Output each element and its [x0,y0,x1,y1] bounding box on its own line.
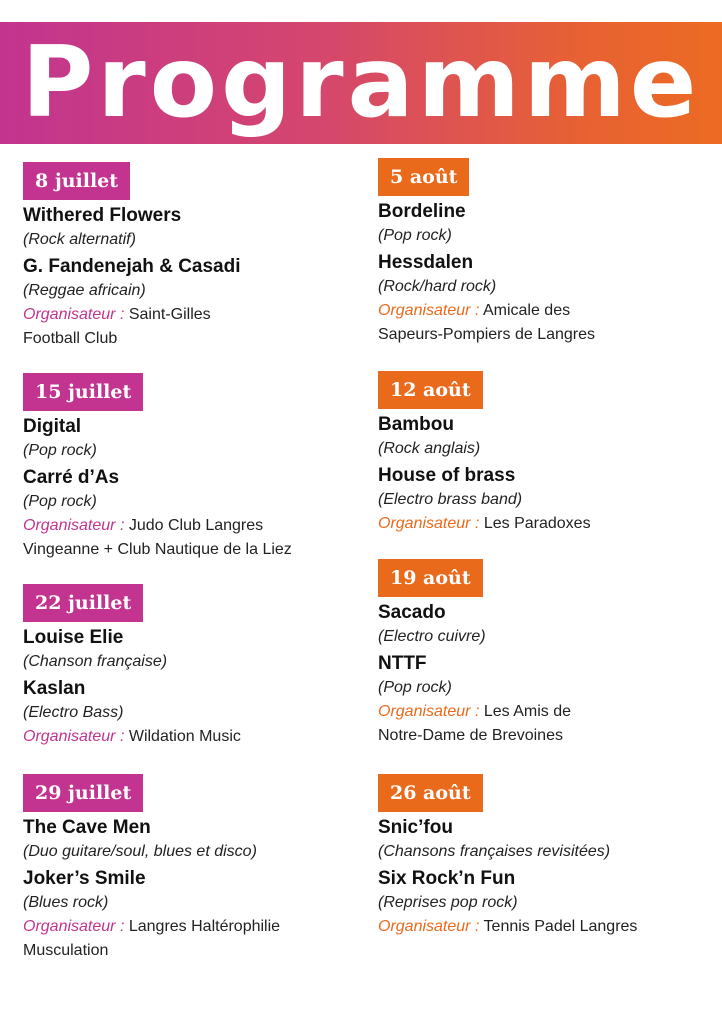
event-block [23,162,353,350]
organiser-name: Les Amis de [483,703,571,720]
act-name: The Cave Men [23,817,151,838]
event-block [378,774,708,938]
event-block [378,559,708,747]
organiser-name-cont: Notre-Dame de Brevoines [378,727,563,744]
date-badge: 12 août [378,371,483,409]
organiser [23,725,353,748]
organiser-name-cont: Football Club [23,330,118,347]
act-name: Bambou [378,414,454,435]
organiser-name: Saint-Gilles [128,306,211,323]
act-name: Six Rock’n Fun [378,868,516,889]
act-genre: (Pop rock) [378,227,452,244]
organiser-label: Organisateur : [23,517,125,534]
organiser-name: Les Paradoxes [483,515,591,532]
organiser [378,915,708,938]
act-genre: (Rock anglais) [378,440,481,457]
organiser-label: Organisateur : [23,728,125,745]
date-badge: 5 août [378,158,469,196]
organiser-label: Organisateur : [378,302,480,319]
act-name: House of brass [378,465,516,486]
act-name: Hessdalen [378,252,474,273]
organiser-name-cont: Musculation [23,942,109,959]
act-genre: (Chanson française) [23,653,168,670]
organiser-name: Wildation Music [128,728,241,745]
act-genre: (Rock alternatif) [23,231,136,248]
organiser [378,299,708,322]
act-genre: (Rock/hard rock) [378,278,497,295]
event-block [378,371,708,535]
organiser-label: Organisateur : [23,918,125,935]
organiser [23,303,353,326]
act-name: Snic’fou [378,817,453,838]
date-badge: 8 juillet [23,162,130,200]
act-genre: (Pop rock) [23,493,97,510]
organiser [378,700,708,723]
date-badge: 15 juillet [23,373,143,411]
event-block [378,158,708,346]
organiser-name-cont: Sapeurs-Pompiers de Langres [378,326,596,343]
act-genre: (Reprises pop rock) [378,894,518,911]
act-genre: (Pop rock) [378,679,452,696]
organiser-name: Langres Haltérophilie [128,918,281,935]
organiser [23,514,353,537]
act-name: Joker’s Smile [23,868,146,889]
event-block [23,774,353,962]
organiser-name: Amicale des [482,302,571,319]
act-name: Bordeline [378,201,466,222]
act-genre: (Duo guitare/soul, blues et disco) [23,843,257,860]
act-genre: (Pop rock) [23,442,97,459]
organiser-label: Organisateur : [23,306,125,323]
act-name: Digital [23,416,82,437]
act-genre: (Electro cuivre) [378,628,486,645]
date-badge: 26 août [378,774,483,812]
organiser-name: Tennis Padel Langres [483,918,638,935]
organiser [23,915,353,938]
act-genre: (Blues rock) [23,894,109,911]
organiser-label: Organisateur : [378,918,480,935]
event-block [23,584,353,748]
organiser-name-cont: Vingeanne + Club Nautique de la Liez [23,541,292,558]
act-name: Kaslan [23,678,86,699]
organiser-label: Organisateur : [378,703,480,720]
act-name: Louise Elie [23,627,124,648]
act-genre: (Electro brass band) [378,491,523,508]
act-name: Carré d’As [23,467,120,488]
act-name: Sacado [378,602,446,623]
page-title: Programme [21,26,701,140]
act-genre: (Chansons françaises revisitées) [378,843,611,860]
organiser-label: Organisateur : [378,515,480,532]
act-name: NTTF [378,653,427,674]
organiser [378,512,708,535]
organiser-name: Judo Club Langres [128,517,264,534]
act-name: G. Fandenejah & Casadi [23,256,241,277]
act-genre: (Electro Bass) [23,704,124,721]
date-badge: 19 août [378,559,483,597]
date-badge: 29 juillet [23,774,143,812]
act-genre: (Reggae africain) [23,282,146,299]
act-name: Withered Flowers [23,205,182,226]
event-block [23,373,353,561]
date-badge: 22 juillet [23,584,143,622]
